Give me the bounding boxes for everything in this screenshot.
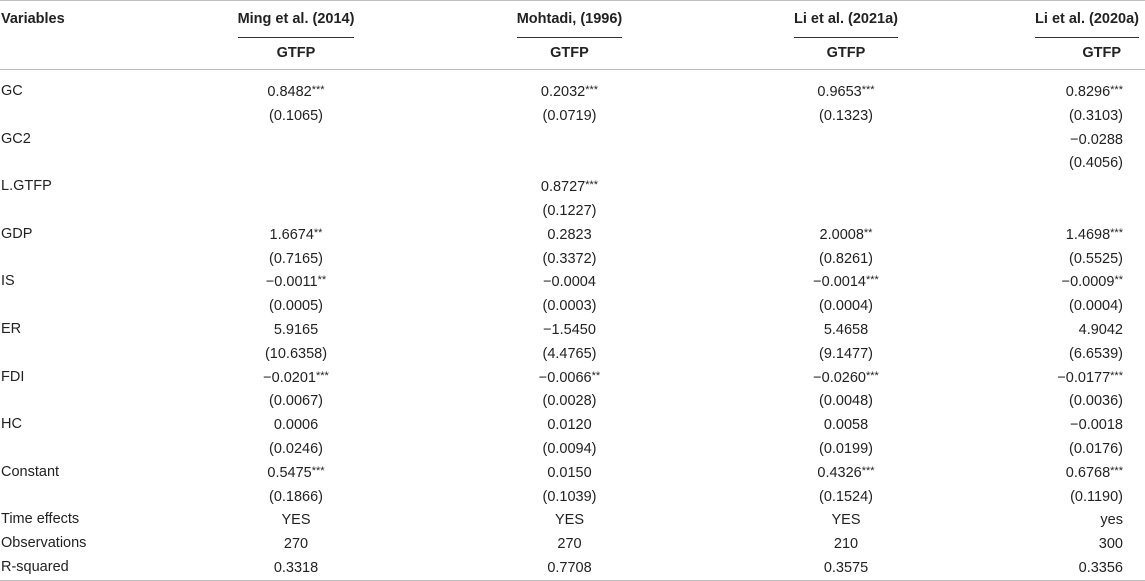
coefficient-value: (0.0719) — [542, 107, 597, 124]
significance-stars: *** — [1110, 84, 1123, 96]
coefficient-value: 0.2032 — [540, 84, 586, 100]
significance-stars: *** — [585, 179, 599, 192]
table-row — [0, 128, 1145, 152]
value-cell — [707, 342, 985, 366]
coefficient-value: (0.1065) — [268, 107, 323, 124]
value-cell — [432, 366, 707, 390]
value-cell — [985, 366, 1145, 390]
value-cell — [985, 461, 1145, 485]
value-cell — [432, 413, 707, 437]
table-row — [0, 70, 1145, 104]
coefficient-value: 0.0120 — [547, 417, 592, 434]
coefficient-value: (10.6358) — [264, 345, 328, 362]
value-cell — [160, 175, 432, 199]
coefficient-value: −0.0066 — [538, 369, 592, 386]
table-row — [0, 223, 1145, 247]
coefficient-value: (0.4056) — [1068, 155, 1123, 172]
value-cell — [707, 270, 985, 294]
study-name: Li et al. (2021a) — [794, 9, 898, 38]
table-body — [0, 70, 1145, 581]
variable-name-cell: IS — [1, 273, 15, 290]
value-cell — [160, 342, 432, 366]
table-row — [0, 270, 1145, 294]
value-cell — [160, 485, 432, 509]
value-cell — [432, 104, 707, 128]
coefficient-value: (0.1866) — [268, 488, 323, 505]
variable-name-cell — [0, 294, 160, 318]
value-cell — [160, 389, 432, 413]
coefficient-value: (0.0004) — [1068, 298, 1123, 315]
variable-name-cell — [0, 342, 160, 366]
value-cell — [160, 294, 432, 318]
dependent-variable-header: GTFP — [160, 39, 432, 70]
table-row — [0, 413, 1145, 437]
coefficient-value: (0.1323) — [818, 107, 873, 124]
value-cell — [707, 199, 985, 223]
value-cell — [432, 128, 707, 152]
value-cell — [985, 70, 1145, 104]
coefficient-value: 300 — [1098, 536, 1123, 553]
coefficient-value: −1.5450 — [543, 321, 596, 338]
variable-name-cell: ER — [1, 320, 22, 337]
value-cell — [160, 151, 432, 175]
coefficient-value: (0.0036) — [1068, 393, 1123, 410]
significance-stars: *** — [861, 84, 875, 96]
variable-name-cell — [0, 437, 160, 461]
coefficient-value: 0.8296 — [1065, 84, 1111, 100]
value-cell — [707, 366, 985, 390]
coefficient-value: 0.5475 — [267, 464, 312, 481]
value-cell — [707, 461, 985, 485]
value-cell — [707, 247, 985, 271]
header-row-depvar — [0, 39, 1145, 70]
study-name: Ming et al. (2014) — [238, 9, 355, 38]
value-cell — [707, 151, 985, 175]
significance-stars: ** — [317, 274, 327, 287]
coefficient-value: 210 — [833, 536, 859, 553]
value-cell — [707, 508, 985, 532]
table-row — [0, 461, 1145, 485]
header-blank-cell — [0, 39, 160, 70]
value-cell — [432, 247, 707, 271]
value-cell — [432, 223, 707, 247]
value-cell — [707, 70, 985, 104]
variable-name-cell: L.GTFP — [1, 178, 52, 195]
value-cell — [985, 532, 1145, 556]
variable-name-cell: Constant — [1, 463, 60, 480]
coefficient-value: (0.1039) — [542, 488, 597, 505]
variable-name-cell — [0, 104, 160, 128]
value-cell — [432, 318, 707, 342]
coefficient-value: (0.8261) — [818, 250, 873, 267]
variable-name-cell — [0, 151, 160, 175]
coefficient-value: 5.9165 — [273, 321, 319, 338]
value-cell — [160, 247, 432, 271]
value-cell — [985, 413, 1145, 437]
coefficient-value: (6.6539) — [1068, 345, 1123, 362]
table-row — [0, 342, 1145, 366]
coefficient-value: (0.0176) — [1068, 440, 1123, 457]
value-cell — [985, 199, 1145, 223]
value-cell — [985, 389, 1145, 413]
value-cell — [432, 175, 707, 199]
coefficient-value: (0.3372) — [542, 250, 597, 267]
significance-stars: *** — [585, 84, 599, 96]
table-row — [0, 532, 1145, 556]
variable-name-cell: R-squared — [0, 556, 160, 580]
significance-stars: ** — [1114, 274, 1123, 287]
coefficient-value: −0.0014 — [813, 274, 866, 291]
dependent-variable-header: GTFP — [707, 39, 985, 70]
coefficient-value: (0.7165) — [268, 250, 323, 267]
variable-name-cell: GC — [1, 83, 23, 99]
coefficient-value: (0.1190) — [1070, 488, 1123, 505]
significance-stars: *** — [315, 369, 329, 382]
coefficient-value: −0.0288 — [1070, 131, 1123, 148]
value-cell — [432, 437, 707, 461]
variable-name-cell: FDI — [1, 368, 25, 385]
value-cell — [985, 151, 1145, 175]
table-row — [0, 104, 1145, 128]
coefficient-value: 270 — [283, 536, 309, 553]
value-cell — [985, 128, 1145, 152]
value-cell — [160, 104, 432, 128]
coefficient-value: (0.0246) — [268, 440, 323, 457]
coefficient-value: 0.8482 — [267, 84, 312, 100]
coefficient-value: 0.9653 — [817, 84, 862, 100]
coefficient-value: −0.0177 — [1057, 369, 1111, 386]
coefficient-value: 0.4326 — [817, 464, 862, 481]
coefficient-value: (0.0005) — [268, 298, 323, 315]
coefficient-value: 0.8727 — [540, 179, 586, 196]
table-row — [0, 389, 1145, 413]
value-cell — [432, 485, 707, 509]
significance-stars: *** — [1110, 226, 1123, 239]
coefficient-value: −0.0011 — [265, 274, 318, 291]
value-cell — [432, 508, 707, 532]
coefficient-value: 0.2823 — [547, 226, 592, 243]
table-row — [0, 508, 1145, 532]
header-row-studies — [0, 1, 1145, 40]
coefficient-value: (0.0199) — [818, 440, 873, 457]
coefficient-value: 0.3356 — [1078, 559, 1123, 576]
study-header — [707, 1, 985, 40]
value-cell — [432, 294, 707, 318]
value-cell — [432, 342, 707, 366]
variable-name-cell — [0, 199, 160, 223]
coefficient-value: (0.5525) — [1068, 250, 1123, 267]
value-cell — [985, 223, 1145, 247]
coefficient-value: YES — [831, 512, 861, 529]
value-cell — [432, 151, 707, 175]
coefficient-value: (0.0094) — [542, 440, 597, 457]
value-cell — [432, 270, 707, 294]
coefficient-value: (9.1477) — [818, 345, 873, 362]
value-cell — [707, 485, 985, 509]
coefficient-value: −0.0004 — [543, 274, 596, 291]
coefficient-value: 270 — [557, 536, 582, 553]
significance-stars: ** — [313, 226, 323, 239]
study-header — [432, 1, 707, 40]
value-cell — [707, 437, 985, 461]
significance-stars: ** — [863, 226, 873, 239]
value-cell — [160, 128, 432, 152]
coefficient-value: 0.0058 — [823, 417, 869, 434]
value-cell — [985, 437, 1145, 461]
value-cell — [985, 294, 1145, 318]
coefficient-value: 2.0008 — [819, 226, 864, 243]
value-cell — [707, 556, 985, 580]
significance-stars: *** — [865, 369, 879, 382]
coefficient-value: 0.7708 — [547, 559, 592, 576]
study-name: Mohtadi, (1996) — [517, 9, 623, 38]
variable-name-cell — [0, 389, 160, 413]
value-cell — [160, 461, 432, 485]
variable-name-cell: GC2 — [1, 130, 31, 147]
value-cell — [160, 556, 432, 580]
value-cell — [985, 175, 1145, 199]
value-cell — [985, 247, 1145, 271]
coefficient-value: 0.3318 — [273, 559, 319, 576]
coefficient-value: −0.0201 — [263, 369, 316, 386]
value-cell — [707, 532, 985, 556]
significance-stars: *** — [1110, 369, 1123, 382]
variable-name-cell: Time effects — [1, 511, 80, 528]
coefficient-value: (0.0028) — [542, 393, 597, 410]
table-row — [0, 318, 1145, 342]
coefficient-value: (0.3103) — [1068, 107, 1123, 124]
value-cell — [707, 389, 985, 413]
coefficient-value: (0.0003) — [542, 298, 597, 315]
value-cell — [985, 104, 1145, 128]
significance-stars: *** — [311, 84, 325, 96]
value-cell — [432, 461, 707, 485]
study-header — [160, 1, 432, 40]
coefficient-value: 0.3575 — [823, 559, 869, 576]
value-cell — [985, 485, 1145, 509]
variables-header: Variables — [1, 11, 65, 27]
variable-name-cell — [0, 485, 160, 509]
table-row — [0, 175, 1145, 199]
coefficient-value: (0.1524) — [818, 488, 873, 505]
coefficient-value: −0.0018 — [1070, 417, 1123, 434]
table-row — [0, 437, 1145, 461]
value-cell — [707, 104, 985, 128]
value-cell — [432, 556, 707, 580]
table-row — [0, 485, 1145, 509]
value-cell — [160, 532, 432, 556]
coefficient-value: (0.0004) — [818, 298, 873, 315]
coefficient-value: YES — [554, 512, 584, 529]
coefficient-value: yes — [1100, 512, 1123, 529]
value-cell — [160, 199, 432, 223]
value-cell — [160, 366, 432, 390]
significance-stars: ** — [591, 369, 601, 382]
variable-name-cell: HC — [1, 416, 22, 433]
dependent-variable-header: GTFP — [985, 39, 1145, 70]
value-cell — [985, 270, 1145, 294]
coefficient-value: −0.0009 — [1061, 274, 1115, 291]
value-cell — [707, 294, 985, 318]
significance-stars: *** — [1110, 464, 1123, 477]
table-row — [0, 366, 1145, 390]
coefficient-value: (0.0048) — [818, 393, 873, 410]
value-cell — [160, 508, 432, 532]
value-cell — [707, 223, 985, 247]
value-cell — [707, 413, 985, 437]
study-header — [985, 1, 1145, 40]
table-row — [0, 294, 1145, 318]
value-cell — [432, 532, 707, 556]
value-cell — [160, 413, 432, 437]
value-cell — [160, 318, 432, 342]
significance-stars: *** — [865, 274, 879, 287]
coefficient-value: 1.4698 — [1065, 226, 1111, 243]
value-cell — [160, 70, 432, 104]
coefficient-value: (4.4765) — [542, 345, 597, 362]
value-cell — [985, 508, 1145, 532]
coefficient-value: 1.6674 — [269, 226, 314, 243]
coefficient-value: (0.0067) — [268, 393, 323, 410]
value-cell — [985, 556, 1145, 580]
value-cell — [707, 128, 985, 152]
significance-stars: *** — [311, 464, 325, 477]
coefficient-value: −0.0260 — [813, 369, 866, 386]
significance-stars: *** — [861, 464, 875, 477]
value-cell — [707, 175, 985, 199]
value-cell — [432, 389, 707, 413]
coefficient-value: YES — [281, 512, 311, 529]
table-row — [0, 556, 1145, 580]
variable-name-cell: GDP — [1, 225, 33, 242]
table-row — [0, 199, 1145, 223]
value-cell — [985, 342, 1145, 366]
coefficient-value: 0.0150 — [547, 464, 592, 481]
table-row — [0, 247, 1145, 271]
dependent-variable-header: GTFP — [432, 39, 707, 70]
study-name: Li et al. (2020a) — [1035, 9, 1139, 38]
value-cell — [432, 70, 707, 104]
value-cell — [160, 437, 432, 461]
value-cell — [432, 199, 707, 223]
coefficient-value: 5.4658 — [823, 321, 869, 338]
coefficient-value: 0.6768 — [1065, 464, 1111, 481]
variable-name-cell — [0, 247, 160, 271]
variable-name-cell: Observations — [1, 535, 87, 552]
table-row — [0, 151, 1145, 175]
coefficient-value: 0.0006 — [273, 417, 319, 434]
value-cell — [985, 318, 1145, 342]
coefficient-value: (0.1227) — [542, 202, 597, 219]
value-cell — [160, 270, 432, 294]
value-cell — [707, 318, 985, 342]
value-cell — [160, 223, 432, 247]
coefficient-value: 4.9042 — [1078, 321, 1123, 338]
